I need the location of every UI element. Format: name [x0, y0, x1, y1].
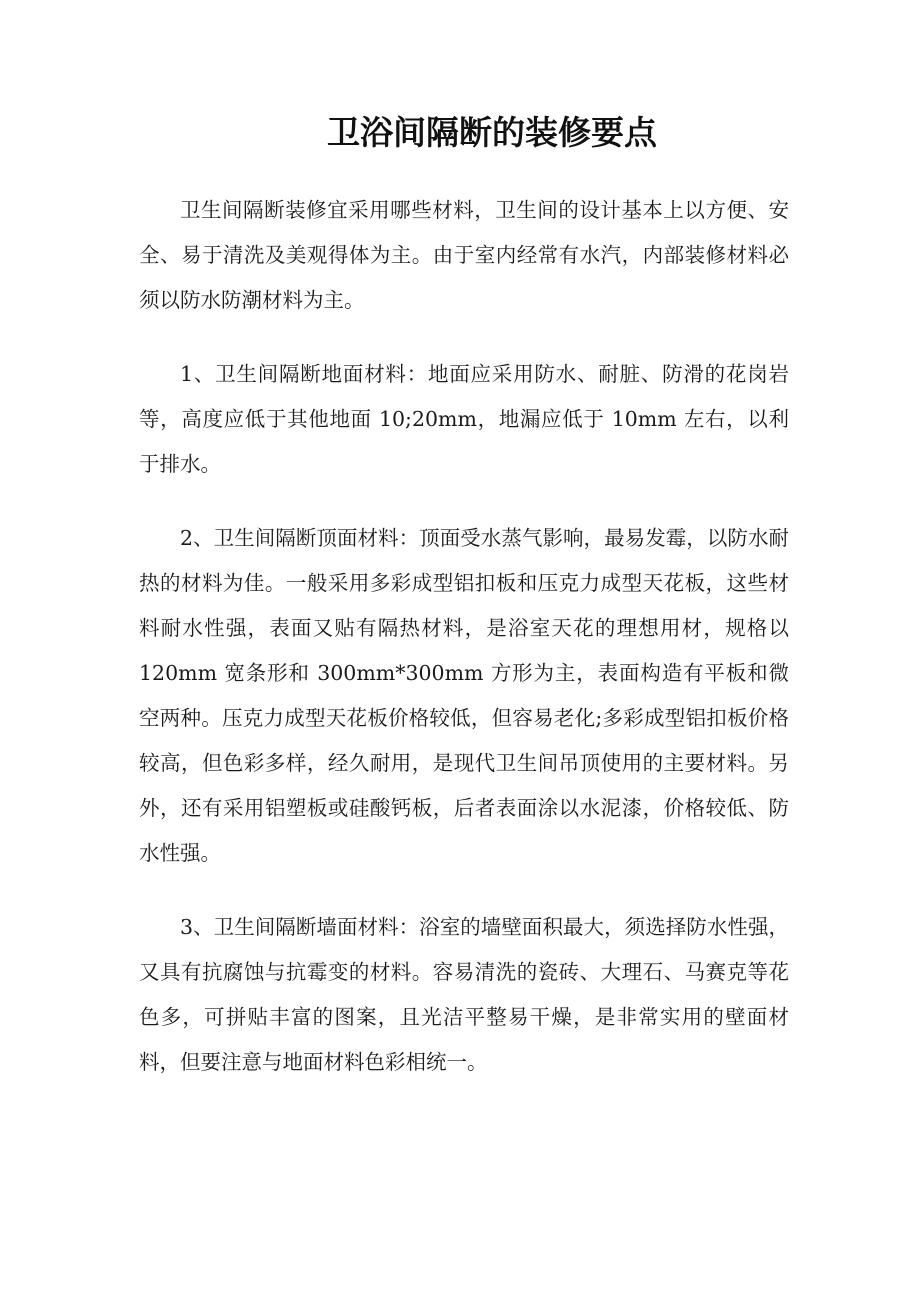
document-body [139, 188, 789, 1085]
paragraph-floor-materials: 1、卫生间隔断地面材料：地面应采用防水、耐脏、防滑的花岗岩等，高度应低于其他地面 10;20mm，地漏应低于 10mm 左右，以利于排水。 [139, 362, 789, 476]
document-title: 卫浴间隔断的装修要点 [327, 113, 657, 152]
paragraph-wall-materials: 3、卫生间隔断墙面材料：浴室的墙壁面积最大，须选择防水性强，又具有抗腐蚀与抗霉变的材料。容易清洗的瓷砖、大理石、马赛克等花色多，可拼贴丰富的图案，且光洁平整易干燥，是非常实用的壁面材料，但要注意与地面材料色彩相统一。 [139, 915, 789, 1074]
paragraph-ceiling-materials: 2、卫生间隔断顶面材料：顶面受水蒸气影响，最易发霉，以防水耐热的材料为佳。一般采用多彩成型铝扣板和压克力成型天花板，这些材料耐水性强，表面又贴有隔热材料，是浴室天花的理想用材，规格以 120mm 宽条形和 300mm*300mm 方形为主，表面构造有平板和微空两种。压克力成型天花板价格较低，但容易老化;多彩成型铝扣板价格较高，但色彩多样，经久耐用，是现代卫生间吊顶使用的主要材料。另外，还有采用铝塑板或硅酸钙板，后者表面涂以水泥漆，价格较低、防水性强。 [139, 526, 789, 865]
paragraph-intro: 卫生间隔断装修宜采用哪些材料，卫生间的设计基本上以方便、安全、易于清洗及美观得体为主。由于室内经常有水汽，内部装修材料必须以防水防潮材料为主。 [139, 198, 789, 312]
